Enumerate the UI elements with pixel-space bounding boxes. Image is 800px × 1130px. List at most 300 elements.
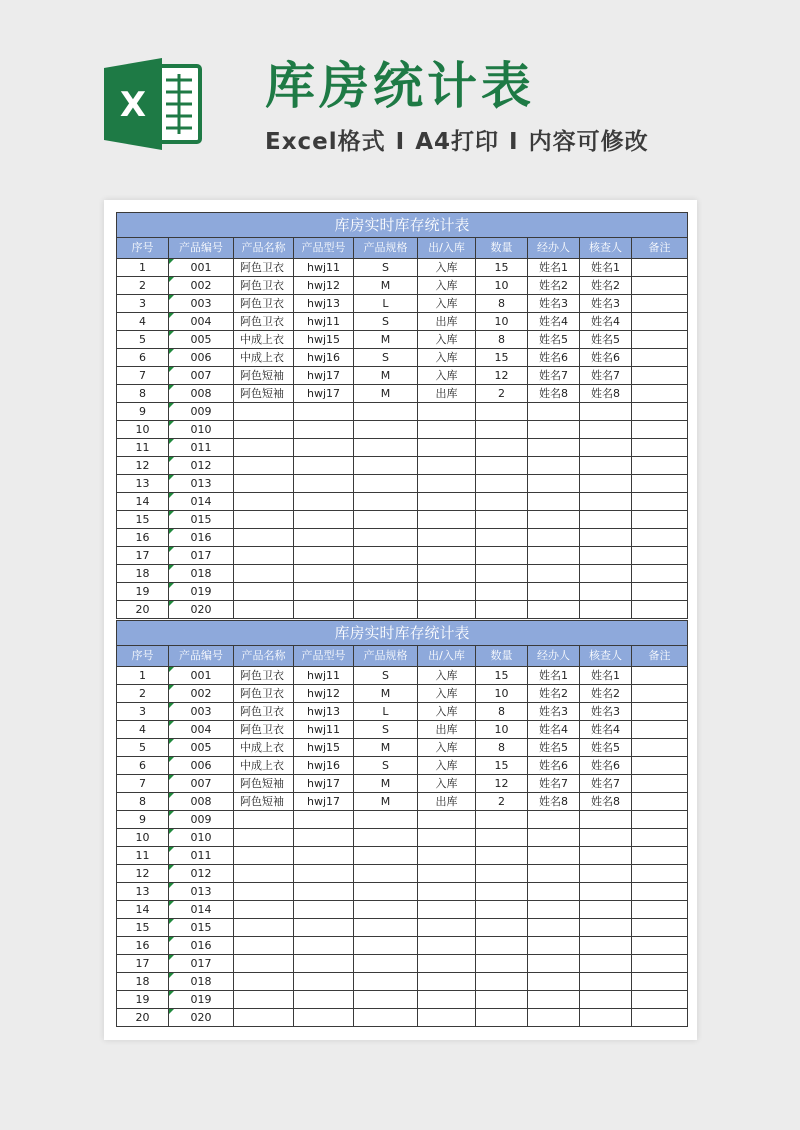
cell-in-out[interactable]: 入库 (418, 703, 476, 721)
cell-product-code[interactable]: 001 (169, 667, 234, 685)
cell-remarks[interactable] (632, 757, 688, 775)
cell-product-code[interactable]: 010 (169, 421, 234, 439)
cell-index[interactable]: 14 (117, 493, 169, 511)
cell-handler[interactable]: 姓名5 (528, 331, 580, 349)
cell-handler[interactable] (528, 865, 580, 883)
cell-product-model[interactable] (294, 475, 354, 493)
cell-product-name[interactable]: 中成上衣 (234, 739, 294, 757)
cell-handler[interactable] (528, 811, 580, 829)
cell-product-spec[interactable] (354, 583, 418, 601)
cell-quantity[interactable]: 15 (476, 667, 528, 685)
cell-product-spec[interactable]: M (354, 739, 418, 757)
cell-in-out[interactable] (418, 955, 476, 973)
cell-checker[interactable] (580, 865, 632, 883)
cell-product-name[interactable] (234, 601, 294, 619)
cell-index[interactable]: 13 (117, 883, 169, 901)
cell-product-name[interactable]: 中成上衣 (234, 331, 294, 349)
cell-product-code[interactable]: 016 (169, 529, 234, 547)
cell-product-name[interactable] (234, 421, 294, 439)
cell-remarks[interactable] (632, 811, 688, 829)
cell-quantity[interactable] (476, 955, 528, 973)
cell-in-out[interactable] (418, 421, 476, 439)
cell-quantity[interactable]: 8 (476, 739, 528, 757)
cell-handler[interactable] (528, 493, 580, 511)
cell-checker[interactable] (580, 511, 632, 529)
cell-remarks[interactable] (632, 583, 688, 601)
cell-quantity[interactable] (476, 1009, 528, 1027)
cell-remarks[interactable] (632, 367, 688, 385)
cell-product-name[interactable] (234, 583, 294, 601)
cell-quantity[interactable]: 10 (476, 721, 528, 739)
cell-in-out[interactable] (418, 919, 476, 937)
cell-quantity[interactable] (476, 991, 528, 1009)
cell-remarks[interactable] (632, 277, 688, 295)
cell-product-code[interactable]: 010 (169, 829, 234, 847)
cell-product-code[interactable]: 009 (169, 403, 234, 421)
cell-handler[interactable]: 姓名7 (528, 367, 580, 385)
cell-quantity[interactable]: 8 (476, 295, 528, 313)
cell-checker[interactable]: 姓名3 (580, 703, 632, 721)
cell-index[interactable]: 4 (117, 721, 169, 739)
cell-quantity[interactable] (476, 847, 528, 865)
cell-index[interactable]: 10 (117, 829, 169, 847)
cell-index[interactable]: 20 (117, 601, 169, 619)
cell-checker[interactable]: 姓名2 (580, 277, 632, 295)
cell-product-model[interactable]: hwj11 (294, 721, 354, 739)
cell-remarks[interactable] (632, 721, 688, 739)
cell-product-code[interactable]: 012 (169, 457, 234, 475)
cell-product-model[interactable]: hwj17 (294, 385, 354, 403)
cell-product-model[interactable] (294, 583, 354, 601)
cell-product-spec[interactable] (354, 937, 418, 955)
cell-handler[interactable] (528, 847, 580, 865)
cell-in-out[interactable]: 入库 (418, 685, 476, 703)
cell-product-name[interactable] (234, 529, 294, 547)
cell-quantity[interactable] (476, 475, 528, 493)
cell-in-out[interactable]: 入库 (418, 349, 476, 367)
cell-product-code[interactable]: 008 (169, 793, 234, 811)
cell-checker[interactable] (580, 457, 632, 475)
cell-product-name[interactable]: 阿色短袖 (234, 793, 294, 811)
cell-handler[interactable] (528, 919, 580, 937)
cell-product-spec[interactable] (354, 829, 418, 847)
cell-product-spec[interactable]: S (354, 667, 418, 685)
cell-quantity[interactable] (476, 973, 528, 991)
cell-product-spec[interactable] (354, 439, 418, 457)
cell-index[interactable]: 20 (117, 1009, 169, 1027)
cell-index[interactable]: 2 (117, 685, 169, 703)
cell-product-spec[interactable] (354, 511, 418, 529)
cell-product-code[interactable]: 001 (169, 259, 234, 277)
cell-index[interactable]: 15 (117, 919, 169, 937)
cell-remarks[interactable] (632, 1009, 688, 1027)
cell-product-code[interactable]: 011 (169, 439, 234, 457)
cell-remarks[interactable] (632, 955, 688, 973)
cell-product-code[interactable]: 002 (169, 685, 234, 703)
cell-product-code[interactable]: 005 (169, 739, 234, 757)
cell-checker[interactable]: 姓名7 (580, 775, 632, 793)
cell-handler[interactable] (528, 565, 580, 583)
cell-in-out[interactable]: 入库 (418, 667, 476, 685)
cell-in-out[interactable]: 入库 (418, 775, 476, 793)
cell-product-spec[interactable] (354, 811, 418, 829)
cell-quantity[interactable]: 12 (476, 775, 528, 793)
cell-product-spec[interactable]: S (354, 757, 418, 775)
cell-product-code[interactable]: 007 (169, 775, 234, 793)
cell-product-model[interactable] (294, 919, 354, 937)
cell-checker[interactable]: 姓名8 (580, 793, 632, 811)
cell-index[interactable]: 13 (117, 475, 169, 493)
cell-product-spec[interactable]: S (354, 259, 418, 277)
cell-quantity[interactable]: 12 (476, 367, 528, 385)
cell-product-model[interactable] (294, 439, 354, 457)
cell-checker[interactable] (580, 883, 632, 901)
cell-remarks[interactable] (632, 919, 688, 937)
cell-handler[interactable] (528, 601, 580, 619)
cell-remarks[interactable] (632, 829, 688, 847)
cell-product-code[interactable]: 007 (169, 367, 234, 385)
cell-product-model[interactable] (294, 457, 354, 475)
cell-remarks[interactable] (632, 511, 688, 529)
cell-remarks[interactable] (632, 565, 688, 583)
cell-checker[interactable]: 姓名5 (580, 739, 632, 757)
cell-handler[interactable]: 姓名8 (528, 385, 580, 403)
cell-in-out[interactable]: 出库 (418, 313, 476, 331)
cell-product-model[interactable] (294, 829, 354, 847)
cell-product-model[interactable] (294, 421, 354, 439)
cell-product-spec[interactable] (354, 493, 418, 511)
cell-handler[interactable] (528, 475, 580, 493)
cell-product-spec[interactable]: M (354, 367, 418, 385)
cell-quantity[interactable] (476, 547, 528, 565)
cell-product-code[interactable]: 006 (169, 757, 234, 775)
cell-handler[interactable]: 姓名2 (528, 277, 580, 295)
cell-product-name[interactable] (234, 847, 294, 865)
cell-handler[interactable] (528, 991, 580, 1009)
cell-product-model[interactable] (294, 601, 354, 619)
cell-handler[interactable]: 姓名1 (528, 259, 580, 277)
cell-remarks[interactable] (632, 457, 688, 475)
cell-product-model[interactable] (294, 955, 354, 973)
cell-product-name[interactable] (234, 547, 294, 565)
cell-in-out[interactable] (418, 991, 476, 1009)
cell-product-code[interactable]: 009 (169, 811, 234, 829)
cell-product-spec[interactable]: M (354, 331, 418, 349)
cell-product-name[interactable] (234, 1009, 294, 1027)
cell-quantity[interactable]: 10 (476, 313, 528, 331)
cell-product-model[interactable]: hwj13 (294, 295, 354, 313)
cell-remarks[interactable] (632, 739, 688, 757)
cell-checker[interactable]: 姓名5 (580, 331, 632, 349)
cell-index[interactable]: 11 (117, 847, 169, 865)
cell-product-spec[interactable]: M (354, 385, 418, 403)
cell-index[interactable]: 11 (117, 439, 169, 457)
cell-index[interactable]: 1 (117, 259, 169, 277)
cell-product-model[interactable]: hwj17 (294, 775, 354, 793)
cell-in-out[interactable] (418, 829, 476, 847)
cell-index[interactable]: 16 (117, 937, 169, 955)
cell-product-spec[interactable]: S (354, 721, 418, 739)
cell-checker[interactable] (580, 421, 632, 439)
cell-in-out[interactable]: 出库 (418, 385, 476, 403)
cell-handler[interactable] (528, 529, 580, 547)
cell-index[interactable]: 12 (117, 865, 169, 883)
cell-handler[interactable]: 姓名3 (528, 703, 580, 721)
cell-product-code[interactable]: 015 (169, 919, 234, 937)
cell-index[interactable]: 17 (117, 955, 169, 973)
cell-product-name[interactable]: 阿色卫衣 (234, 277, 294, 295)
cell-quantity[interactable]: 10 (476, 685, 528, 703)
cell-quantity[interactable]: 15 (476, 757, 528, 775)
cell-product-model[interactable] (294, 493, 354, 511)
cell-checker[interactable]: 姓名1 (580, 667, 632, 685)
cell-checker[interactable]: 姓名6 (580, 349, 632, 367)
cell-checker[interactable] (580, 601, 632, 619)
cell-handler[interactable]: 姓名3 (528, 295, 580, 313)
cell-product-spec[interactable]: L (354, 295, 418, 313)
cell-product-name[interactable] (234, 937, 294, 955)
cell-handler[interactable]: 姓名5 (528, 739, 580, 757)
cell-product-name[interactable]: 阿色短袖 (234, 385, 294, 403)
cell-index[interactable]: 7 (117, 775, 169, 793)
cell-handler[interactable]: 姓名6 (528, 757, 580, 775)
cell-remarks[interactable] (632, 883, 688, 901)
cell-product-code[interactable]: 008 (169, 385, 234, 403)
cell-checker[interactable] (580, 955, 632, 973)
cell-remarks[interactable] (632, 439, 688, 457)
cell-remarks[interactable] (632, 547, 688, 565)
cell-product-code[interactable]: 018 (169, 973, 234, 991)
cell-product-name[interactable] (234, 973, 294, 991)
cell-quantity[interactable] (476, 457, 528, 475)
cell-handler[interactable] (528, 457, 580, 475)
cell-remarks[interactable] (632, 685, 688, 703)
cell-product-model[interactable]: hwj17 (294, 367, 354, 385)
cell-index[interactable]: 6 (117, 757, 169, 775)
cell-checker[interactable]: 姓名1 (580, 259, 632, 277)
cell-product-code[interactable]: 017 (169, 547, 234, 565)
cell-product-spec[interactable] (354, 403, 418, 421)
cell-product-spec[interactable] (354, 601, 418, 619)
cell-in-out[interactable] (418, 403, 476, 421)
cell-checker[interactable] (580, 829, 632, 847)
cell-product-spec[interactable]: S (354, 313, 418, 331)
cell-product-name[interactable] (234, 457, 294, 475)
cell-in-out[interactable] (418, 901, 476, 919)
cell-product-spec[interactable] (354, 547, 418, 565)
cell-product-name[interactable] (234, 991, 294, 1009)
cell-in-out[interactable]: 出库 (418, 793, 476, 811)
cell-product-code[interactable]: 006 (169, 349, 234, 367)
cell-index[interactable]: 5 (117, 331, 169, 349)
cell-index[interactable]: 10 (117, 421, 169, 439)
cell-in-out[interactable] (418, 511, 476, 529)
cell-remarks[interactable] (632, 331, 688, 349)
cell-product-code[interactable]: 015 (169, 511, 234, 529)
cell-product-spec[interactable] (354, 955, 418, 973)
cell-checker[interactable] (580, 811, 632, 829)
cell-product-name[interactable] (234, 493, 294, 511)
cell-in-out[interactable] (418, 583, 476, 601)
cell-product-spec[interactable] (354, 991, 418, 1009)
cell-checker[interactable]: 姓名8 (580, 385, 632, 403)
cell-checker[interactable] (580, 547, 632, 565)
cell-handler[interactable] (528, 511, 580, 529)
cell-product-spec[interactable] (354, 865, 418, 883)
cell-product-model[interactable]: hwj13 (294, 703, 354, 721)
cell-quantity[interactable]: 10 (476, 277, 528, 295)
cell-quantity[interactable] (476, 421, 528, 439)
cell-product-model[interactable]: hwj16 (294, 349, 354, 367)
cell-product-model[interactable]: hwj11 (294, 667, 354, 685)
cell-checker[interactable]: 姓名2 (580, 685, 632, 703)
cell-product-code[interactable]: 002 (169, 277, 234, 295)
cell-product-spec[interactable]: S (354, 349, 418, 367)
cell-product-spec[interactable]: M (354, 277, 418, 295)
cell-remarks[interactable] (632, 775, 688, 793)
cell-product-spec[interactable]: L (354, 703, 418, 721)
cell-handler[interactable]: 姓名1 (528, 667, 580, 685)
cell-handler[interactable] (528, 421, 580, 439)
cell-product-code[interactable]: 012 (169, 865, 234, 883)
cell-product-name[interactable] (234, 475, 294, 493)
cell-quantity[interactable] (476, 811, 528, 829)
cell-product-model[interactable] (294, 991, 354, 1009)
cell-in-out[interactable] (418, 475, 476, 493)
cell-product-spec[interactable] (354, 565, 418, 583)
cell-checker[interactable] (580, 439, 632, 457)
cell-checker[interactable] (580, 1009, 632, 1027)
cell-quantity[interactable] (476, 529, 528, 547)
cell-remarks[interactable] (632, 601, 688, 619)
cell-in-out[interactable] (418, 937, 476, 955)
cell-index[interactable]: 9 (117, 403, 169, 421)
cell-checker[interactable] (580, 583, 632, 601)
cell-checker[interactable]: 姓名4 (580, 313, 632, 331)
cell-quantity[interactable] (476, 493, 528, 511)
cell-product-name[interactable]: 阿色短袖 (234, 367, 294, 385)
cell-product-name[interactable]: 阿色卫衣 (234, 667, 294, 685)
cell-product-code[interactable]: 019 (169, 991, 234, 1009)
cell-in-out[interactable] (418, 529, 476, 547)
cell-in-out[interactable]: 出库 (418, 721, 476, 739)
cell-product-code[interactable]: 016 (169, 937, 234, 955)
cell-index[interactable]: 19 (117, 583, 169, 601)
cell-in-out[interactable] (418, 973, 476, 991)
cell-product-code[interactable]: 017 (169, 955, 234, 973)
cell-quantity[interactable]: 15 (476, 349, 528, 367)
cell-product-model[interactable] (294, 1009, 354, 1027)
cell-quantity[interactable] (476, 601, 528, 619)
cell-handler[interactable] (528, 439, 580, 457)
cell-quantity[interactable]: 2 (476, 385, 528, 403)
cell-product-name[interactable]: 阿色卫衣 (234, 313, 294, 331)
cell-product-name[interactable] (234, 865, 294, 883)
cell-remarks[interactable] (632, 667, 688, 685)
cell-checker[interactable] (580, 565, 632, 583)
cell-handler[interactable] (528, 937, 580, 955)
cell-remarks[interactable] (632, 991, 688, 1009)
cell-in-out[interactable] (418, 457, 476, 475)
cell-remarks[interactable] (632, 901, 688, 919)
cell-checker[interactable] (580, 475, 632, 493)
cell-product-name[interactable] (234, 511, 294, 529)
cell-checker[interactable]: 姓名6 (580, 757, 632, 775)
cell-product-model[interactable]: hwj15 (294, 739, 354, 757)
cell-product-spec[interactable] (354, 973, 418, 991)
cell-handler[interactable] (528, 1009, 580, 1027)
cell-product-name[interactable] (234, 565, 294, 583)
cell-product-model[interactable] (294, 403, 354, 421)
cell-product-name[interactable]: 阿色卫衣 (234, 259, 294, 277)
cell-product-model[interactable]: hwj17 (294, 793, 354, 811)
cell-product-code[interactable]: 005 (169, 331, 234, 349)
cell-in-out[interactable]: 入库 (418, 277, 476, 295)
cell-product-code[interactable]: 014 (169, 901, 234, 919)
cell-remarks[interactable] (632, 349, 688, 367)
cell-product-name[interactable]: 阿色卫衣 (234, 721, 294, 739)
cell-product-spec[interactable]: M (354, 685, 418, 703)
cell-remarks[interactable] (632, 385, 688, 403)
cell-checker[interactable] (580, 937, 632, 955)
cell-product-name[interactable]: 阿色卫衣 (234, 703, 294, 721)
cell-quantity[interactable] (476, 901, 528, 919)
cell-product-name[interactable]: 阿色短袖 (234, 775, 294, 793)
cell-handler[interactable] (528, 901, 580, 919)
cell-handler[interactable]: 姓名2 (528, 685, 580, 703)
cell-checker[interactable] (580, 493, 632, 511)
cell-remarks[interactable] (632, 493, 688, 511)
cell-index[interactable]: 9 (117, 811, 169, 829)
cell-product-name[interactable] (234, 919, 294, 937)
cell-index[interactable]: 18 (117, 565, 169, 583)
cell-in-out[interactable]: 入库 (418, 367, 476, 385)
cell-in-out[interactable] (418, 493, 476, 511)
cell-remarks[interactable] (632, 865, 688, 883)
cell-quantity[interactable]: 15 (476, 259, 528, 277)
cell-handler[interactable]: 姓名7 (528, 775, 580, 793)
cell-handler[interactable]: 姓名8 (528, 793, 580, 811)
cell-index[interactable]: 19 (117, 991, 169, 1009)
cell-index[interactable]: 12 (117, 457, 169, 475)
cell-product-code[interactable]: 018 (169, 565, 234, 583)
cell-product-code[interactable]: 013 (169, 883, 234, 901)
cell-product-spec[interactable] (354, 847, 418, 865)
cell-index[interactable]: 6 (117, 349, 169, 367)
cell-product-name[interactable] (234, 901, 294, 919)
cell-handler[interactable] (528, 403, 580, 421)
cell-checker[interactable]: 姓名4 (580, 721, 632, 739)
cell-index[interactable]: 8 (117, 385, 169, 403)
cell-handler[interactable] (528, 829, 580, 847)
cell-product-code[interactable]: 003 (169, 295, 234, 313)
cell-handler[interactable] (528, 973, 580, 991)
cell-index[interactable]: 16 (117, 529, 169, 547)
cell-product-model[interactable] (294, 565, 354, 583)
cell-checker[interactable] (580, 991, 632, 1009)
cell-product-model[interactable] (294, 811, 354, 829)
cell-handler[interactable] (528, 547, 580, 565)
cell-in-out[interactable]: 入库 (418, 757, 476, 775)
cell-product-model[interactable]: hwj16 (294, 757, 354, 775)
cell-quantity[interactable]: 8 (476, 331, 528, 349)
cell-product-spec[interactable] (354, 421, 418, 439)
cell-quantity[interactable] (476, 883, 528, 901)
cell-quantity[interactable] (476, 919, 528, 937)
cell-in-out[interactable]: 入库 (418, 331, 476, 349)
cell-product-name[interactable]: 中成上衣 (234, 349, 294, 367)
cell-handler[interactable]: 姓名4 (528, 721, 580, 739)
